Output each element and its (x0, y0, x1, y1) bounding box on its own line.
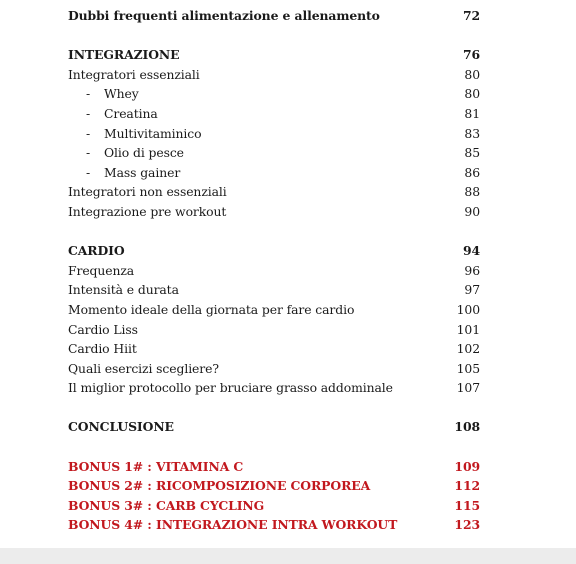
toc-bonus-2[interactable] (68, 476, 480, 496)
toc-entry-page: 80 (464, 86, 480, 102)
toc-entry-page: 85 (464, 145, 480, 161)
toc-subentry-whey[interactable] (68, 84, 480, 104)
toc-entry-page: 102 (456, 341, 480, 357)
toc-entry-label: Olio di pesce (104, 145, 184, 161)
toc-bonus-1[interactable] (68, 457, 480, 477)
toc-bonus-4[interactable] (68, 515, 480, 535)
dash-marker: - (86, 86, 91, 102)
toc-entry-page: 90 (464, 203, 480, 219)
toc-entry-label: Dubbi frequenti alimentazione e allenamento (68, 8, 380, 23)
table-of-contents (68, 6, 480, 535)
toc-subentry-multivitaminico[interactable] (68, 124, 480, 144)
toc-section-page: 76 (462, 47, 480, 63)
toc-entry-intensita-e-durata[interactable] (68, 280, 480, 300)
toc-entry-label: Cardio Liss (68, 321, 138, 337)
toc-entry-label: Integrazione pre workout (68, 203, 227, 219)
toc-entry-page: 86 (464, 164, 480, 180)
toc-entry-page: 88 (464, 184, 480, 200)
toc-entry-page: 81 (464, 105, 480, 121)
toc-entry-label: Whey (104, 86, 139, 102)
toc-bonus-3[interactable] (68, 496, 480, 516)
toc-entry-label: Il miglior protocollo per bruciare grasso addominale (68, 380, 393, 396)
page-bottom-margin (0, 548, 576, 564)
toc-entry-page: 107 (456, 380, 480, 396)
toc-entry-label: Frequenza (68, 262, 135, 278)
toc-entry-integratori-non-essenziali[interactable] (68, 182, 480, 202)
toc-entry-cardio-liss[interactable] (68, 320, 480, 340)
toc-bonus-label: BONUS 1# : VITAMINA C (68, 458, 244, 474)
toc-subentry-olio-di-pesce[interactable] (68, 143, 480, 163)
toc-entry-label: Creatina (104, 105, 158, 121)
spacer (68, 437, 480, 457)
toc-entry-label: Mass gainer (104, 164, 181, 180)
toc-entry-label: Momento ideale della giornata per fare cardio (68, 301, 355, 317)
toc-bonus-label: BONUS 3# : CARB CYCLING (68, 497, 265, 513)
toc-entry-label: Quali esercizi scegliere? (68, 360, 219, 376)
toc-entry-page: 72 (462, 8, 480, 23)
dash-marker: - (86, 164, 91, 180)
toc-entry-label: Multivitaminico (104, 125, 202, 141)
dash-marker: - (86, 125, 91, 141)
toc-entry-page: 101 (456, 321, 480, 337)
dash-marker: - (86, 145, 91, 161)
toc-section-label: CONCLUSIONE (68, 419, 174, 435)
toc-bonus-page: 123 (454, 517, 480, 533)
toc-subentry-mass-gainer[interactable] (68, 163, 480, 183)
toc-entry-page: 80 (464, 66, 480, 82)
toc-section-cardio[interactable] (68, 241, 480, 261)
toc-bonus-label: BONUS 4# : INTEGRAZIONE INTRA WORKOUT (68, 517, 398, 533)
toc-bonus-page: 109 (454, 458, 480, 474)
toc-section-conclusione[interactable] (68, 417, 480, 437)
toc-entry-label: Intensità e durata (68, 282, 179, 298)
toc-entry-dubbi[interactable] (68, 6, 480, 26)
toc-entry-integrazione-pre-workout[interactable] (68, 202, 480, 222)
spacer (68, 222, 480, 242)
toc-entry-label: Cardio Hiit (68, 341, 137, 357)
toc-entry-integratori-essenziali[interactable] (68, 65, 480, 85)
toc-subentry-creatina[interactable] (68, 104, 480, 124)
toc-entry-page: 96 (464, 262, 480, 278)
toc-entry-cardio-hiit[interactable] (68, 339, 480, 359)
spacer (68, 26, 480, 46)
toc-entry-label: Integratori non essenziali (68, 184, 227, 200)
toc-bonus-page: 112 (454, 478, 480, 494)
toc-entry-page: 105 (456, 360, 480, 376)
toc-entry-miglior-protocollo[interactable] (68, 378, 480, 398)
toc-bonus-page: 115 (454, 497, 480, 513)
toc-entry-page: 97 (464, 282, 480, 298)
toc-entry-frequenza[interactable] (68, 261, 480, 281)
toc-entry-quali-esercizi[interactable] (68, 359, 480, 379)
toc-entry-page: 83 (464, 125, 480, 141)
dash-marker: - (86, 105, 91, 121)
spacer (68, 398, 480, 418)
toc-section-integrazione[interactable] (68, 45, 480, 65)
toc-section-label: CARDIO (68, 243, 125, 259)
toc-entry-label: Integratori essenziali (68, 66, 200, 82)
toc-section-page: 94 (462, 243, 480, 259)
toc-section-label: INTEGRAZIONE (68, 47, 180, 63)
toc-section-page: 108 (454, 419, 480, 435)
toc-bonus-label: BONUS 2# : RICOMPOSIZIONE CORPOREA (68, 478, 371, 494)
toc-entry-momento-ideale[interactable] (68, 300, 480, 320)
toc-entry-page: 100 (456, 301, 480, 317)
